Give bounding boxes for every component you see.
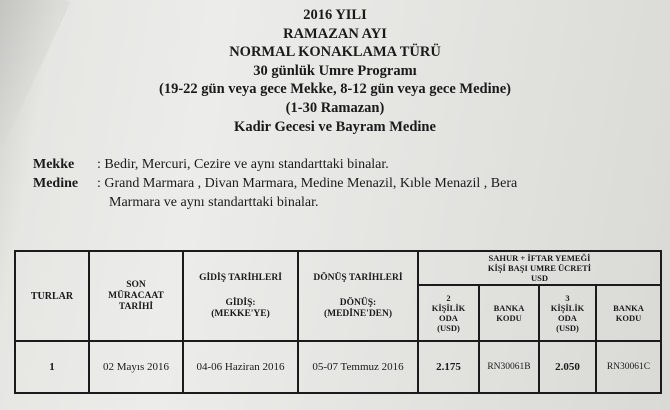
title-kadir: Kadir Gecesi ve Bayram Medine	[234, 118, 436, 135]
hotel-names-cont: Marmara ve aynı standarttaki binalar.	[109, 195, 319, 210]
header-turlar: TURLAR	[15, 251, 89, 341]
city-label: Medine	[33, 176, 79, 191]
cell-tur: 1	[15, 341, 89, 393]
title-dates: (1-30 Ramazan)	[285, 99, 385, 116]
city-label: Mekke	[33, 157, 75, 172]
cell-son-muracaat: 02 Mayıs 2016	[89, 341, 183, 393]
hotel-list	[33, 155, 629, 212]
table-row	[15, 341, 661, 393]
header-gidis: GİDİŞ TARİHLERİ GİDİŞ: (MEKKE'YE)	[183, 251, 298, 341]
cell-gidis: 04-06 Haziran 2016	[183, 341, 298, 393]
title-accommodation-type: NORMAL KONAKLAMA TÜRÜ	[229, 44, 441, 61]
header-son-muracaat: SON MÜRACAAT TARİHİ	[89, 251, 183, 341]
title-year: 2016 YILI	[303, 7, 367, 23]
hotel-row-medine-cont	[33, 193, 629, 212]
header-banka-kodu-2: BANKA KODU	[596, 285, 661, 341]
header-banka-kodu-1: BANKA KODU	[479, 285, 539, 341]
hotel-names: : Grand Marmara , Divan Marmara, Medine Menazil, Kıble Menazil , Bera	[97, 176, 518, 191]
title-month: RAMAZAN AYI	[283, 25, 387, 42]
title-nights: (19-22 gün veya gece Mekke, 8-12 gün veya gece Medine)	[159, 81, 511, 98]
header-2-kisilik: 2 KİŞİLİK ODA (USD)	[418, 285, 479, 341]
header-price-group: SAHUR + İFTAR YEMEĞİ KİŞİ BAŞI UMRE ÜCRETİ USD	[418, 251, 661, 285]
hotel-row-medine	[33, 174, 629, 193]
tour-table	[14, 250, 662, 394]
hotel-names: : Bedir, Mercuri, Cezire ve aynı standarttaki binalar.	[97, 157, 389, 172]
cell-oda2-price: 2.175	[418, 341, 479, 393]
cell-banka-kodu-2: RN30061C	[596, 341, 661, 393]
header-3-kisilik: 3 KİŞİLİK ODA (USD)	[539, 285, 596, 341]
cell-oda3-price: 2.050	[539, 341, 596, 393]
title-program: 30 günlük Umre Programı	[253, 62, 417, 79]
cell-donus: 05-07 Temmuz 2016	[298, 341, 418, 393]
header-donus: DÖNÜŞ TARİHLERİ DÖNÜŞ: (MEDİNE'DEN)	[298, 251, 418, 341]
hotel-row-mekke	[33, 155, 629, 174]
document-title	[0, 6, 670, 136]
cell-banka-kodu-1: RN30061B	[479, 341, 539, 393]
